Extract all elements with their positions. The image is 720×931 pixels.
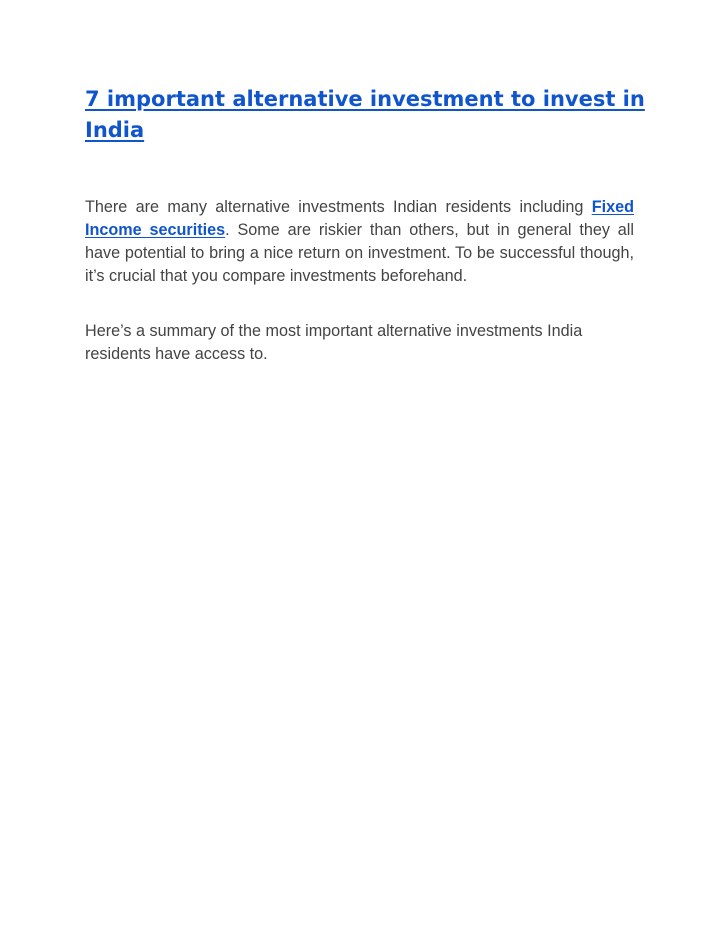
fixed-income-securities-link[interactable]: Fixed Income securities	[85, 198, 634, 239]
intro-text-before-link: There are many alternative investments Indian residents including	[85, 198, 592, 216]
intro-paragraph	[85, 196, 634, 288]
summary-paragraph: Here’s a summary of the most important alternative investments India residents have access to.	[85, 322, 583, 363]
intro-text-after-link: . Some are riskier than others, but in general they all have potential to bring a nice return on investment. To be successful though, it’s crucial that you compare investments beforehand.	[85, 221, 634, 285]
page-title-link[interactable]: 7 important alternative investment to invest in India	[85, 87, 645, 142]
